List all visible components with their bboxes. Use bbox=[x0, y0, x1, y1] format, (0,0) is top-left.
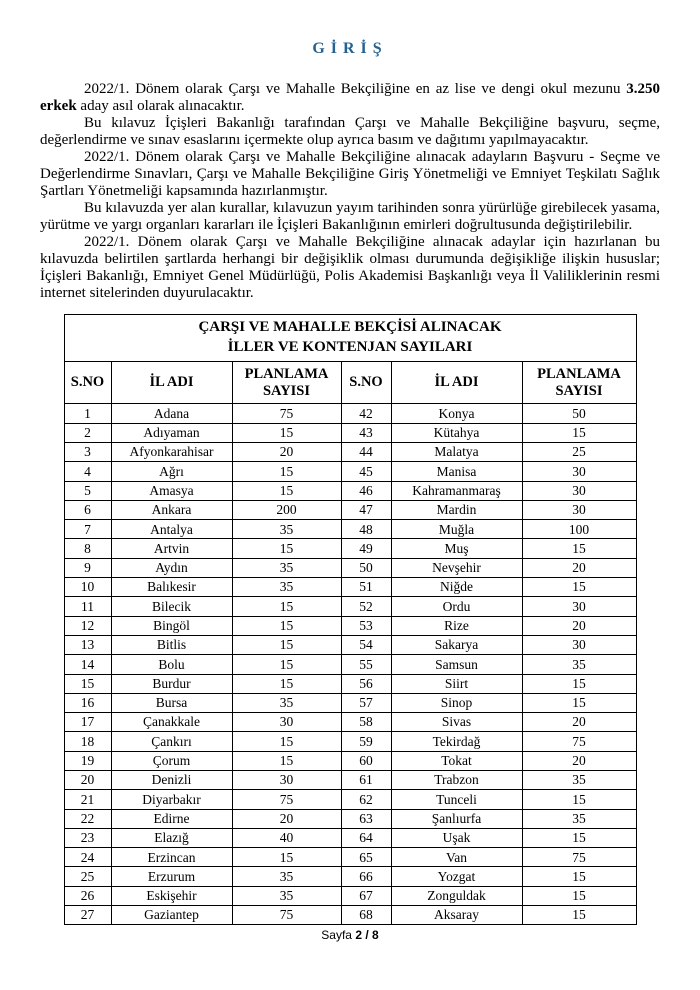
cell-province-right: Yozgat bbox=[391, 867, 522, 886]
cell-province-right: Van bbox=[391, 848, 522, 867]
cell-plan-left: 30 bbox=[232, 713, 341, 732]
quota-table-body bbox=[64, 404, 636, 925]
cell-plan-right: 30 bbox=[522, 635, 636, 654]
cell-province-left: Bolu bbox=[111, 655, 232, 674]
cell-sno-right: 49 bbox=[341, 539, 391, 558]
cell-province-right: Niğde bbox=[391, 578, 522, 597]
cell-sno-right: 68 bbox=[341, 906, 391, 925]
cell-sno-right: 45 bbox=[341, 462, 391, 481]
table-row bbox=[64, 539, 636, 558]
table-row bbox=[64, 616, 636, 635]
cell-plan-right: 35 bbox=[522, 809, 636, 828]
cell-province-right: Zonguldak bbox=[391, 886, 522, 905]
cell-province-left: Erzurum bbox=[111, 867, 232, 886]
cell-province-left: Burdur bbox=[111, 674, 232, 693]
cell-province-right: Siirt bbox=[391, 674, 522, 693]
table-row bbox=[64, 520, 636, 539]
cell-sno-right: 55 bbox=[341, 655, 391, 674]
cell-plan-left: 35 bbox=[232, 558, 341, 577]
cell-sno-left: 14 bbox=[64, 655, 111, 674]
page-title: GİRİŞ bbox=[312, 40, 388, 57]
cell-plan-left: 20 bbox=[232, 809, 341, 828]
cell-plan-left: 35 bbox=[232, 520, 341, 539]
cell-sno-left: 26 bbox=[64, 886, 111, 905]
cell-plan-right: 20 bbox=[522, 713, 636, 732]
cell-plan-left: 35 bbox=[232, 886, 341, 905]
cell-province-left: Gaziantep bbox=[111, 906, 232, 925]
cell-sno-left: 24 bbox=[64, 848, 111, 867]
cell-sno-right: 58 bbox=[341, 713, 391, 732]
table-row bbox=[64, 867, 636, 886]
cell-plan-left: 15 bbox=[232, 751, 341, 770]
cell-province-left: Çorum bbox=[111, 751, 232, 770]
cell-province-left: Balıkesir bbox=[111, 578, 232, 597]
page-footer bbox=[40, 928, 660, 942]
cell-sno-right: 57 bbox=[341, 693, 391, 712]
cell-sno-left: 12 bbox=[64, 616, 111, 635]
paragraph-intake bbox=[40, 81, 660, 115]
cell-plan-right: 30 bbox=[522, 462, 636, 481]
cell-province-right: Nevşehir bbox=[391, 558, 522, 577]
cell-province-left: Aydın bbox=[111, 558, 232, 577]
cell-province-right: Malatya bbox=[391, 442, 522, 461]
cell-plan-right: 15 bbox=[522, 423, 636, 442]
cell-plan-left: 15 bbox=[232, 655, 341, 674]
table-row bbox=[64, 578, 636, 597]
table-row bbox=[64, 423, 636, 442]
cell-province-right: Trabzon bbox=[391, 770, 522, 789]
cell-province-left: Çankırı bbox=[111, 732, 232, 751]
cell-province-left: Antalya bbox=[111, 520, 232, 539]
col-header-plan-right: PLANLAMA SAYISI bbox=[522, 362, 636, 404]
cell-province-right: Samsun bbox=[391, 655, 522, 674]
cell-sno-right: 67 bbox=[341, 886, 391, 905]
table-row bbox=[64, 404, 636, 423]
cell-province-right: Sinop bbox=[391, 693, 522, 712]
cell-sno-right: 60 bbox=[341, 751, 391, 770]
table-row bbox=[64, 442, 636, 461]
cell-province-left: Bilecik bbox=[111, 597, 232, 616]
cell-sno-right: 44 bbox=[341, 442, 391, 461]
cell-province-left: Ağrı bbox=[111, 462, 232, 481]
table-row bbox=[64, 674, 636, 693]
cell-plan-right: 20 bbox=[522, 616, 636, 635]
cell-plan-right: 15 bbox=[522, 674, 636, 693]
cell-sno-left: 4 bbox=[64, 462, 111, 481]
cell-sno-left: 5 bbox=[64, 481, 111, 500]
cell-plan-right: 20 bbox=[522, 751, 636, 770]
cell-sno-left: 20 bbox=[64, 770, 111, 789]
cell-plan-right: 20 bbox=[522, 558, 636, 577]
cell-plan-right: 15 bbox=[522, 539, 636, 558]
table-row bbox=[64, 906, 636, 925]
cell-plan-right: 30 bbox=[522, 500, 636, 519]
cell-sno-right: 42 bbox=[341, 404, 391, 423]
cell-province-left: Denizli bbox=[111, 770, 232, 789]
cell-province-right: Rize bbox=[391, 616, 522, 635]
cell-plan-right: 35 bbox=[522, 655, 636, 674]
paragraph-rule-changes: Bu kılavuzda yer alan kurallar, kılavuzun yayım tarihinden sonra yürürlüğe girebilecek yasama, yürütme ve yargı organları kararları ile İçişleri Bakanlığının emirleri doğrultusunda değiştirilebilir. bbox=[40, 200, 660, 233]
cell-plan-left: 35 bbox=[232, 578, 341, 597]
cell-province-right: Şanlıurfa bbox=[391, 809, 522, 828]
table-row bbox=[64, 770, 636, 789]
cell-plan-left: 15 bbox=[232, 848, 341, 867]
table-row bbox=[64, 848, 636, 867]
cell-plan-left: 35 bbox=[232, 693, 341, 712]
cell-sno-left: 25 bbox=[64, 867, 111, 886]
cell-province-right: Manisa bbox=[391, 462, 522, 481]
cell-province-right: Aksaray bbox=[391, 906, 522, 925]
cell-sno-left: 2 bbox=[64, 423, 111, 442]
table-row bbox=[64, 886, 636, 905]
cell-sno-right: 61 bbox=[341, 770, 391, 789]
cell-sno-left: 16 bbox=[64, 693, 111, 712]
cell-sno-left: 17 bbox=[64, 713, 111, 732]
cell-plan-left: 15 bbox=[232, 597, 341, 616]
cell-sno-right: 46 bbox=[341, 481, 391, 500]
cell-province-left: Elazığ bbox=[111, 828, 232, 847]
cell-province-left: Afyonkarahisar bbox=[111, 442, 232, 461]
table-row bbox=[64, 655, 636, 674]
table-row bbox=[64, 481, 636, 500]
cell-plan-left: 15 bbox=[232, 635, 341, 654]
cell-plan-left: 15 bbox=[232, 616, 341, 635]
cell-sno-right: 53 bbox=[341, 616, 391, 635]
table-title bbox=[64, 315, 636, 362]
cell-province-left: Edirne bbox=[111, 809, 232, 828]
table-row bbox=[64, 828, 636, 847]
cell-province-left: Bursa bbox=[111, 693, 232, 712]
cell-sno-right: 66 bbox=[341, 867, 391, 886]
cell-sno-right: 65 bbox=[341, 848, 391, 867]
table-row bbox=[64, 713, 636, 732]
cell-province-right: Mardin bbox=[391, 500, 522, 519]
table-row bbox=[64, 751, 636, 770]
cell-plan-left: 40 bbox=[232, 828, 341, 847]
cell-plan-right: 30 bbox=[522, 481, 636, 500]
cell-plan-right: 50 bbox=[522, 404, 636, 423]
cell-plan-right: 35 bbox=[522, 770, 636, 789]
cell-province-left: Diyarbakır bbox=[111, 790, 232, 809]
cell-province-left: Artvin bbox=[111, 539, 232, 558]
cell-plan-left: 15 bbox=[232, 539, 341, 558]
cell-sno-right: 50 bbox=[341, 558, 391, 577]
table-row bbox=[64, 597, 636, 616]
cell-province-left: Adıyaman bbox=[111, 423, 232, 442]
cell-plan-right: 15 bbox=[522, 790, 636, 809]
cell-sno-left: 13 bbox=[64, 635, 111, 654]
paragraph-guide-scope: Bu kılavuz İçişleri Bakanlığı tarafından Çarşı ve Mahalle Bekçiliğine başvuru, seçme, değerlendirme ve sınav esaslarını içermekte olup ayrıca basım ve dağıtımı yapılmayacaktır. bbox=[40, 115, 660, 148]
cell-sno-left: 27 bbox=[64, 906, 111, 925]
cell-province-left: Eskişehir bbox=[111, 886, 232, 905]
table-row bbox=[64, 462, 636, 481]
table-row bbox=[64, 732, 636, 751]
cell-province-right: Tunceli bbox=[391, 790, 522, 809]
cell-province-left: Çanakkale bbox=[111, 713, 232, 732]
col-header-province-right: İL ADI bbox=[391, 362, 522, 404]
cell-sno-left: 18 bbox=[64, 732, 111, 751]
table-row bbox=[64, 790, 636, 809]
cell-plan-right: 30 bbox=[522, 597, 636, 616]
cell-sno-right: 47 bbox=[341, 500, 391, 519]
cell-sno-right: 62 bbox=[341, 790, 391, 809]
footer-page-number: 2 / 8 bbox=[355, 928, 379, 943]
cell-province-right: Muğla bbox=[391, 520, 522, 539]
cell-province-right: Kahramanmaraş bbox=[391, 481, 522, 500]
cell-sno-left: 23 bbox=[64, 828, 111, 847]
cell-sno-left: 8 bbox=[64, 539, 111, 558]
cell-province-right: Kütahya bbox=[391, 423, 522, 442]
cell-sno-left: 15 bbox=[64, 674, 111, 693]
cell-plan-right: 15 bbox=[522, 867, 636, 886]
cell-plan-left: 20 bbox=[232, 442, 341, 461]
cell-plan-right: 75 bbox=[522, 848, 636, 867]
cell-plan-right: 15 bbox=[522, 828, 636, 847]
cell-sno-right: 63 bbox=[341, 809, 391, 828]
cell-plan-right: 75 bbox=[522, 732, 636, 751]
cell-sno-right: 48 bbox=[341, 520, 391, 539]
cell-province-right: Konya bbox=[391, 404, 522, 423]
cell-province-right: Sakarya bbox=[391, 635, 522, 654]
cell-plan-right: 15 bbox=[522, 886, 636, 905]
paragraph-announcements: 2022/1. Dönem olarak Çarşı ve Mahalle Bekçiliğine alınacak adaylar için hazırlanan bu kılavuzda belirtilen şartlarda herhangi bir değişiklik olması durumunda değişikliğe ilişkin hususlar; İçişleri Bakanlığı, Emniyet Genel Müdürlüğü, Polis Akademisi Başkanlığı veya İl Valiliklerinin resmi internet sitelerinden duyurulacaktır. bbox=[40, 234, 660, 301]
cell-sno-left: 9 bbox=[64, 558, 111, 577]
table-row bbox=[64, 558, 636, 577]
footer-label: Sayfa bbox=[321, 928, 352, 943]
paragraph-text: aday asıl olarak alınacaktır. bbox=[76, 98, 245, 114]
cell-province-right: Tekirdağ bbox=[391, 732, 522, 751]
cell-sno-right: 43 bbox=[341, 423, 391, 442]
table-title-row bbox=[64, 315, 636, 362]
cell-plan-left: 15 bbox=[232, 481, 341, 500]
cell-plan-right: 100 bbox=[522, 520, 636, 539]
cell-plan-left: 75 bbox=[232, 404, 341, 423]
cell-province-left: Erzincan bbox=[111, 848, 232, 867]
cell-plan-left: 15 bbox=[232, 423, 341, 442]
cell-plan-right: 15 bbox=[522, 693, 636, 712]
col-header-province-left: İL ADI bbox=[111, 362, 232, 404]
cell-plan-left: 15 bbox=[232, 732, 341, 751]
cell-sno-left: 7 bbox=[64, 520, 111, 539]
table-row bbox=[64, 693, 636, 712]
cell-sno-left: 1 bbox=[64, 404, 111, 423]
cell-sno-left: 3 bbox=[64, 442, 111, 461]
cell-sno-left: 6 bbox=[64, 500, 111, 519]
cell-sno-right: 51 bbox=[341, 578, 391, 597]
cell-province-left: Bitlis bbox=[111, 635, 232, 654]
cell-province-left: Adana bbox=[111, 404, 232, 423]
cell-sno-right: 52 bbox=[341, 597, 391, 616]
cell-sno-left: 21 bbox=[64, 790, 111, 809]
cell-sno-right: 56 bbox=[341, 674, 391, 693]
col-header-sno-left: S.NO bbox=[64, 362, 111, 404]
cell-sno-right: 64 bbox=[341, 828, 391, 847]
cell-province-left: Amasya bbox=[111, 481, 232, 500]
table-row bbox=[64, 635, 636, 654]
cell-plan-left: 35 bbox=[232, 867, 341, 886]
paragraph-regulations: 2022/1. Dönem olarak Çarşı ve Mahalle Bekçiliğine alınacak adayların Başvuru - Seçme ve Değerlendirme Sınavları, Çarşı ve Mahalle Bekçiliğine Giriş Yönetmeliği ve Emniyet Teşkilatı Sağlık Şartları Yönetmeliği kapsamında hazırlanmıştır. bbox=[40, 149, 660, 199]
cell-plan-left: 30 bbox=[232, 770, 341, 789]
cell-sno-left: 10 bbox=[64, 578, 111, 597]
cell-province-right: Ordu bbox=[391, 597, 522, 616]
table-title-line2: İLLER VE KONTENJAN SAYILARI bbox=[227, 338, 473, 355]
table-header-row bbox=[64, 362, 636, 404]
cell-province-left: Bingöl bbox=[111, 616, 232, 635]
cell-sno-right: 54 bbox=[341, 635, 391, 654]
cell-plan-right: 15 bbox=[522, 906, 636, 925]
cell-plan-left: 15 bbox=[232, 674, 341, 693]
cell-plan-left: 200 bbox=[232, 500, 341, 519]
cell-sno-left: 22 bbox=[64, 809, 111, 828]
cell-plan-left: 75 bbox=[232, 906, 341, 925]
cell-sno-left: 11 bbox=[64, 597, 111, 616]
col-header-sno-right: S.NO bbox=[341, 362, 391, 404]
cell-sno-right: 59 bbox=[341, 732, 391, 751]
table-row bbox=[64, 809, 636, 828]
cell-plan-left: 75 bbox=[232, 790, 341, 809]
cell-sno-left: 19 bbox=[64, 751, 111, 770]
cell-plan-left: 15 bbox=[232, 462, 341, 481]
table-title-line1: ÇARŞI VE MAHALLE BEKÇİSİ ALINACAK bbox=[198, 319, 502, 335]
cell-province-right: Tokat bbox=[391, 751, 522, 770]
quota-table bbox=[64, 314, 637, 925]
cell-province-right: Sivas bbox=[391, 713, 522, 732]
cell-plan-right: 15 bbox=[522, 578, 636, 597]
cell-province-left: Ankara bbox=[111, 500, 232, 519]
intake-count-bold: 3.250 erkek bbox=[40, 81, 660, 114]
paragraph-text: 2022/1. Dönem olarak Çarşı ve Mahalle Bekçiliğine en az lise ve dengi okul mezunu bbox=[84, 81, 627, 97]
cell-plan-right: 25 bbox=[522, 442, 636, 461]
cell-province-right: Muş bbox=[391, 539, 522, 558]
col-header-plan-left: PLANLAMA SAYISI bbox=[232, 362, 341, 404]
table-row bbox=[64, 500, 636, 519]
cell-province-right: Uşak bbox=[391, 828, 522, 847]
